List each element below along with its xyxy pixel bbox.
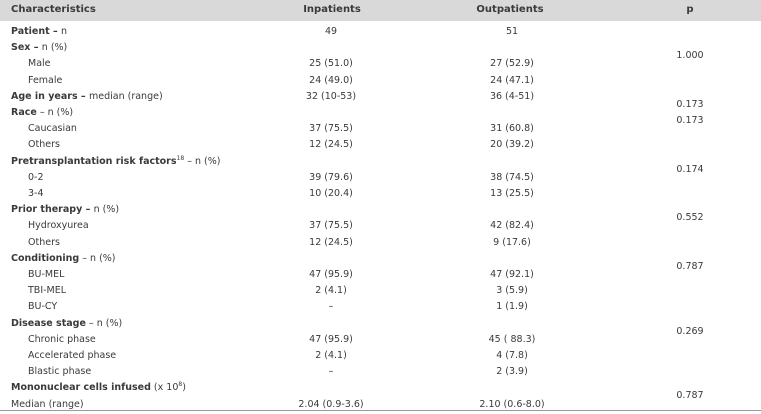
row-label: [11, 253, 116, 264]
row-label: [28, 123, 77, 134]
table-row: [0, 299, 761, 316]
row-label: [28, 301, 57, 312]
header-inpatients: Inpatients: [303, 4, 361, 15]
outpatients-value: 42 (82.4): [490, 220, 534, 232]
row-label-text: Hydroxyurea: [28, 220, 89, 232]
table-row: [0, 154, 761, 175]
outpatients-value: 24 (47.1): [490, 74, 534, 86]
row-label: [28, 220, 89, 231]
inpatients-value: 47 (95.9): [309, 269, 353, 280]
inpatients-value: 2 (4.1): [315, 350, 347, 361]
outpatients-value: 1 (1.9): [496, 301, 528, 313]
row-label-text: n (%): [93, 204, 120, 216]
row-label-text: Blastic phase: [28, 366, 92, 378]
row-label: [28, 366, 91, 377]
row-label-text: TBI-MEL: [28, 285, 67, 297]
row-label-superscript: 18: [176, 154, 185, 162]
table-row: [0, 316, 761, 337]
row-label: [28, 172, 44, 183]
table-row: [0, 235, 761, 252]
row-label: [28, 269, 64, 280]
row-label: [11, 399, 84, 410]
table-row: [0, 170, 761, 187]
row-label: [28, 237, 60, 248]
p-value: 0.552: [676, 212, 704, 224]
outpatients-value: 3 (5.9): [496, 285, 528, 297]
outpatients-value: 20 (39.2): [490, 139, 534, 151]
bottom-rule: [0, 410, 761, 411]
table-row: [0, 121, 761, 138]
inpatients-value: –: [328, 301, 334, 313]
row-label: [11, 42, 67, 53]
row-label-text: Chronic phase: [28, 333, 96, 345]
row-label-text: Caucasian: [28, 123, 77, 135]
row-label-text: Median (range): [11, 398, 84, 410]
inpatients-value: 32 (10-53): [305, 90, 357, 102]
p-value: 0.173: [676, 98, 704, 110]
row-label-bold: Prior therapy –: [11, 204, 94, 216]
table-row: [0, 137, 761, 154]
outpatients-value: 13 (25.5): [490, 188, 534, 199]
header-outpatients: Outpatients: [476, 4, 544, 15]
row-label: [11, 318, 122, 329]
table-row: [0, 348, 761, 365]
row-label-text-suffix: ): [182, 382, 186, 394]
outpatients-value: 47 (92.1): [490, 269, 534, 280]
row-label-text: 0-2: [28, 171, 44, 183]
inpatients-value: 12 (24.5): [309, 236, 353, 248]
row-label-text: Female: [28, 74, 63, 86]
p-value: 0.174: [676, 163, 704, 175]
table-row: [0, 105, 761, 126]
inpatients-value: 2.04 (0.9-3.6): [298, 398, 364, 410]
outpatients-value: 27 (52.9): [490, 58, 534, 70]
p-value: 0.269: [676, 325, 704, 337]
table-row: [0, 40, 761, 62]
row-label-text: BU-MEL: [28, 269, 65, 280]
table-row: [0, 332, 761, 349]
table-row: [0, 380, 761, 402]
row-label-bold: Mononuclear cells infused: [11, 382, 151, 394]
inpatients-value: 12 (24.5): [309, 139, 353, 151]
table-row: [0, 218, 761, 235]
outpatients-value: 36 (4-51): [489, 90, 535, 102]
table-row: [0, 56, 761, 73]
p-value: 0.173: [676, 115, 704, 126]
row-label: [11, 26, 67, 37]
row-label-text: – n (%): [85, 317, 123, 329]
outpatients-value: 45 ( 88.3): [488, 333, 536, 345]
inpatients-value: 10 (20.4): [309, 188, 353, 199]
row-label-bold: Pretransplantation risk factors: [11, 155, 177, 167]
row-label-superscript: 8: [178, 381, 183, 389]
row-label: [28, 188, 44, 199]
table-row: [0, 283, 761, 300]
row-label: [28, 285, 66, 296]
row-label: [28, 75, 62, 86]
row-label: [11, 204, 119, 215]
row-label-bold: Race: [11, 107, 37, 118]
row-label: [11, 382, 186, 393]
outpatients-value: 38 (74.5): [490, 171, 534, 183]
inpatients-value: 24 (49.0): [309, 74, 353, 86]
row-label-bold: Patient –: [11, 26, 62, 37]
p-value: 1.000: [676, 50, 704, 62]
p-value: 0.787: [676, 390, 704, 402]
inpatients-value: 2 (4.1): [315, 285, 347, 297]
row-label-text: median (range): [88, 90, 163, 102]
row-label-text: Male: [28, 58, 51, 70]
table-row: [0, 397, 761, 414]
inpatients-value: 37 (75.5): [309, 220, 353, 232]
row-label-bold: Conditioning: [11, 252, 80, 264]
outpatients-value: 31 (60.8): [490, 123, 534, 135]
row-label-text: n (%): [41, 42, 68, 54]
outpatients-value: 4 (7.8): [496, 350, 528, 361]
p-value: 0.787: [676, 260, 704, 272]
row-label: [28, 139, 60, 150]
row-label: [11, 107, 73, 118]
inpatients-value: –: [328, 366, 334, 378]
outpatients-value: 2.10 (0.6-8.0): [479, 398, 545, 410]
row-label-text: Accelerated phase: [28, 350, 117, 361]
row-label-text: BU-CY: [28, 301, 58, 313]
inpatients-value: 39 (79.6): [309, 171, 353, 183]
row-label: [11, 91, 163, 102]
outpatients-value: 9 (17.6): [493, 236, 531, 248]
row-label-bold: Disease stage: [11, 317, 86, 329]
table-row: [0, 24, 761, 41]
inpatients-value: 47 (95.9): [309, 333, 353, 345]
row-label: [11, 156, 220, 167]
outpatients-value: 2 (3.9): [496, 366, 528, 378]
table-row: [0, 364, 761, 381]
row-label: [28, 334, 96, 345]
row-label: [28, 350, 116, 361]
inpatients-value: 49: [324, 26, 338, 37]
row-label-text: n: [61, 26, 68, 37]
table-row: [0, 251, 761, 272]
row-label-text: – n (%): [36, 107, 74, 118]
table-row: [0, 73, 761, 90]
row-label-bold: Sex –: [11, 42, 42, 54]
row-label-text: – n (%): [79, 252, 116, 264]
header-p: p: [686, 4, 694, 15]
row-label-text-suffix: – n (%): [184, 155, 221, 167]
table-row: [0, 89, 761, 110]
row-label-text: Others: [28, 236, 60, 248]
row-label-text: Others: [28, 139, 60, 151]
inpatients-value: 25 (51.0): [309, 58, 353, 70]
table-header: [0, 0, 761, 21]
table-row: [0, 267, 761, 284]
row-label-text: (x 10: [150, 382, 179, 394]
row-label-text: 3-4: [28, 188, 44, 199]
outpatients-value: 51: [505, 26, 519, 37]
row-label: [28, 58, 51, 69]
inpatients-value: 37 (75.5): [309, 123, 353, 135]
header-characteristics: Characteristics: [11, 4, 96, 15]
table-row: [0, 186, 761, 203]
table-row: [0, 202, 761, 224]
row-label-bold: Age in years –: [11, 90, 89, 102]
